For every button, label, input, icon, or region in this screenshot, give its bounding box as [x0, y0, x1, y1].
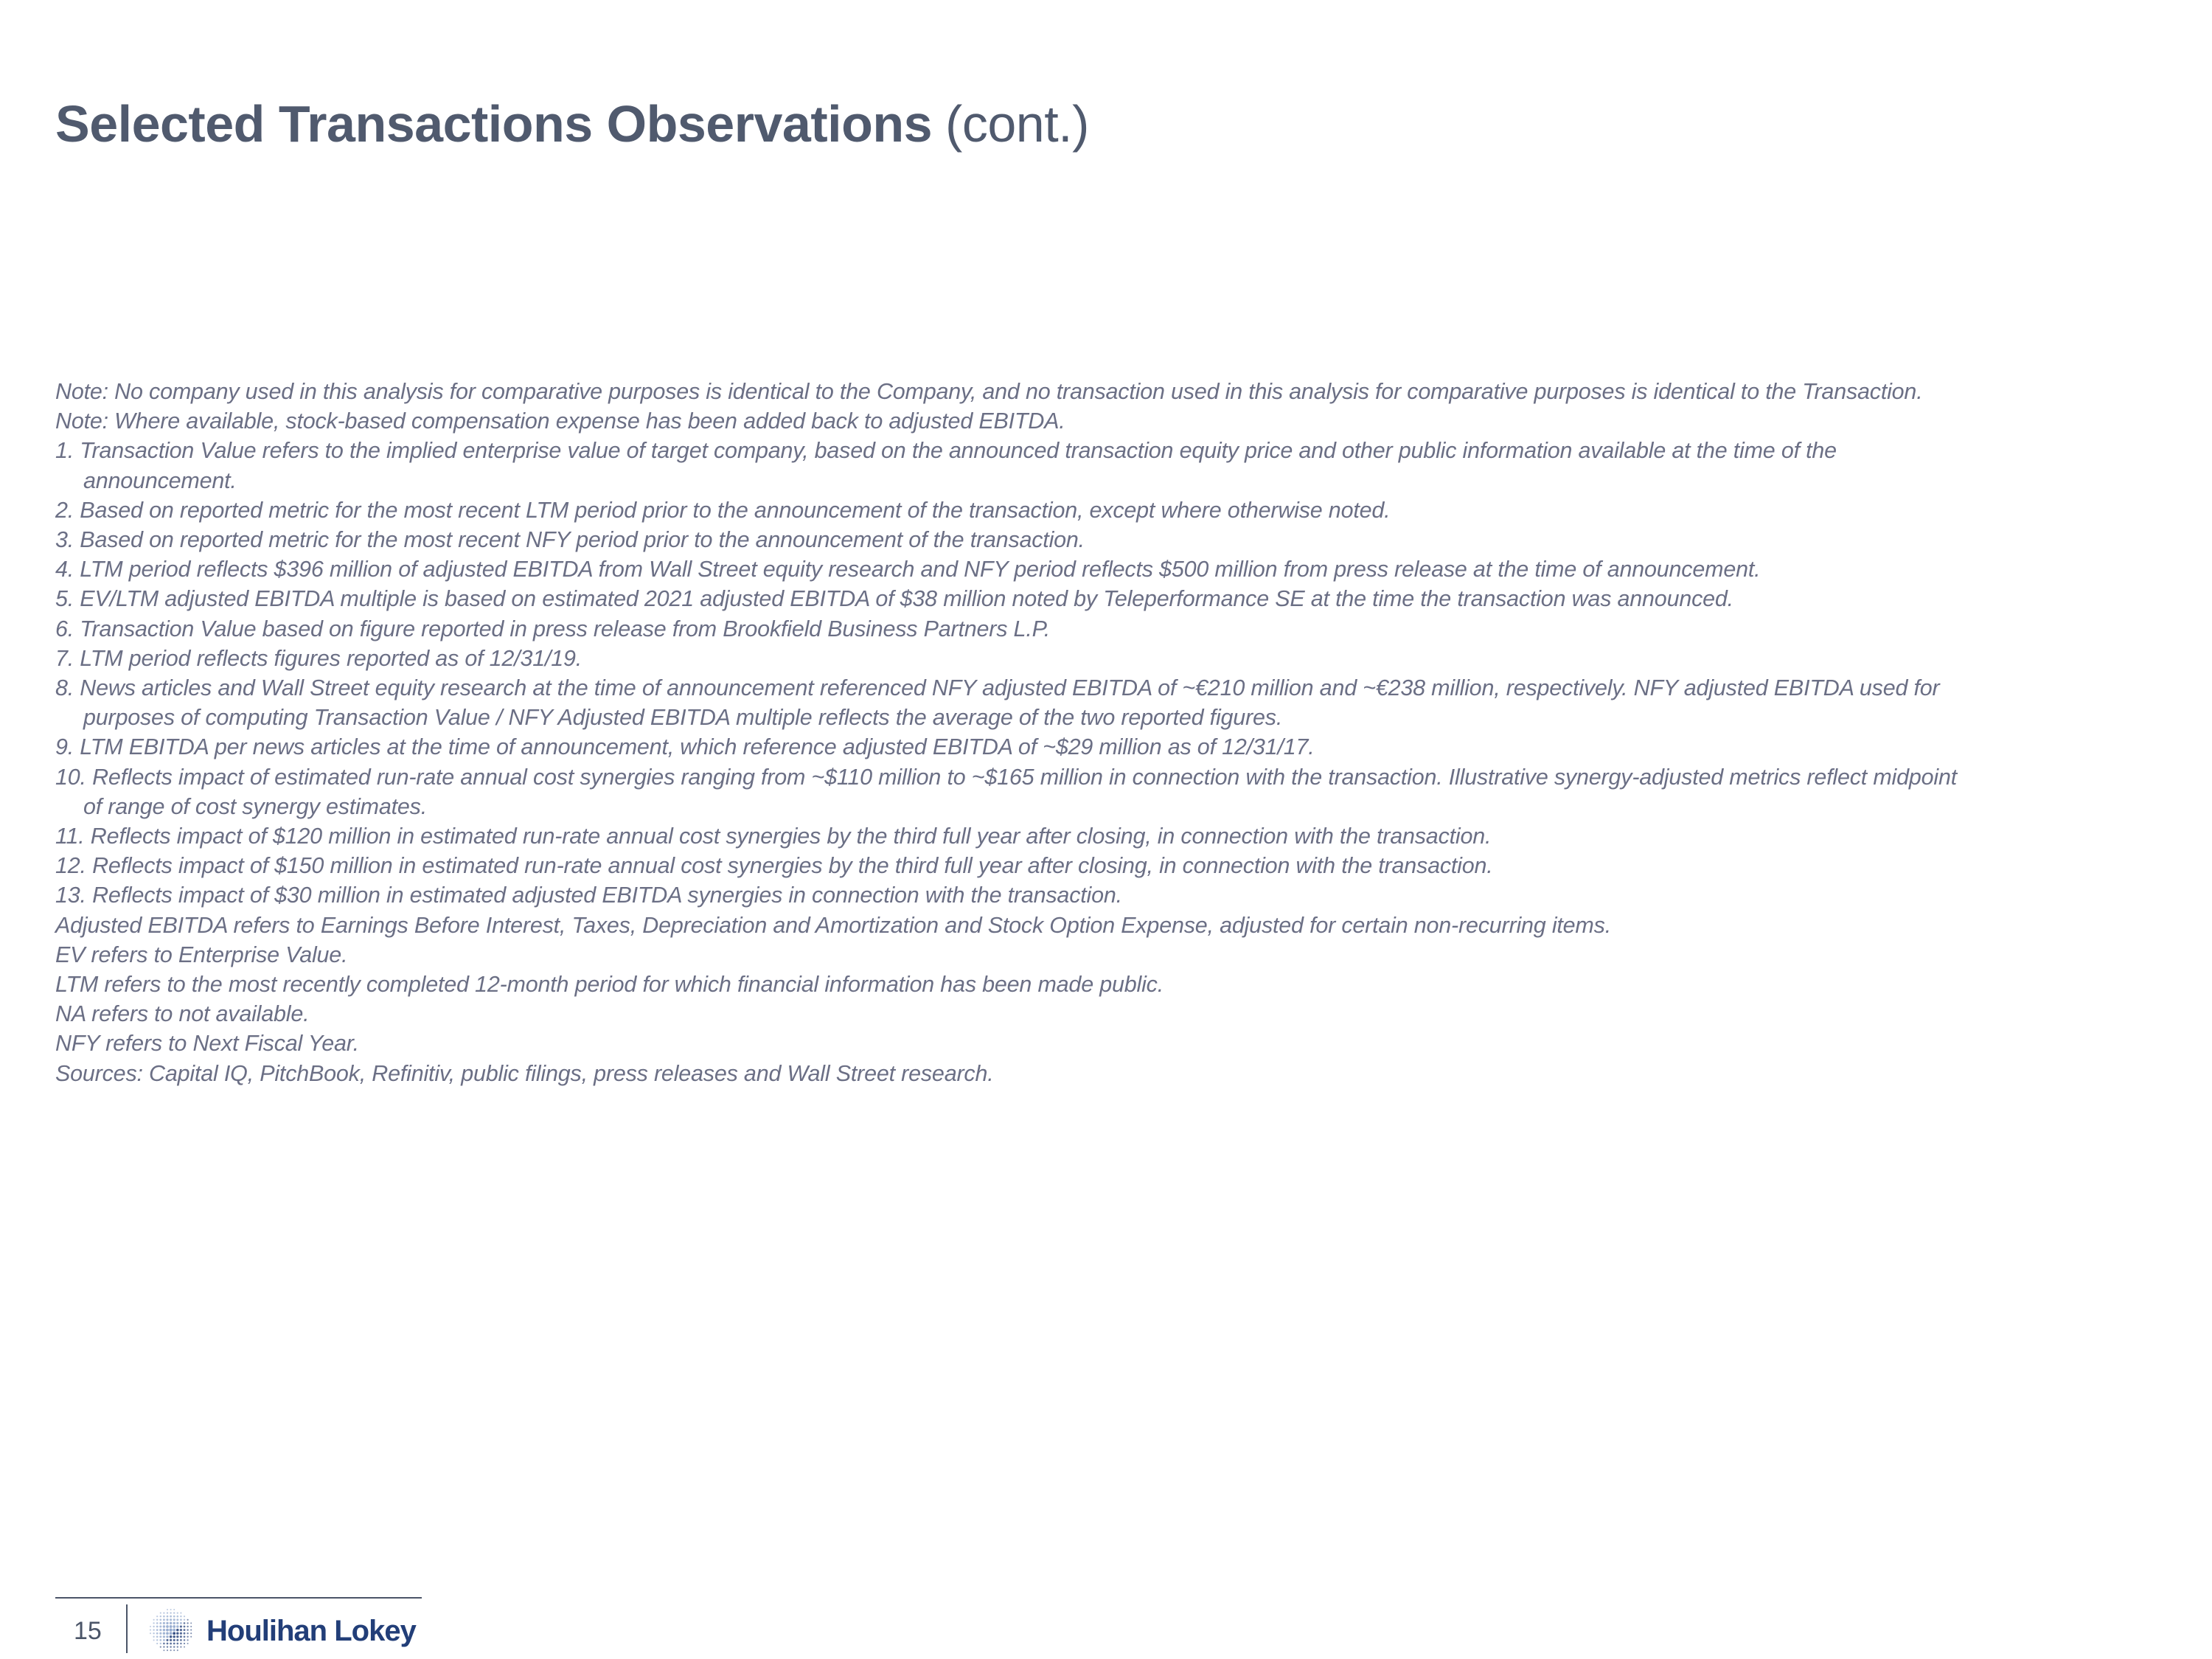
footnote-line: 2. Based on reported metric for the most recent LTM period prior to the announcement of the transaction, except where otherwise noted.: [55, 497, 1391, 523]
logo-text: Houlihan Lokey: [206, 1615, 416, 1647]
footnote-line: Note: Where available, stock-based compensation expense has been added back to adjusted EBITDA.: [55, 408, 1065, 434]
footnote-line: 11. Reflects impact of $120 million in estimated run-rate annual cost synergies by the third full year after closing, in connection with the transaction.: [55, 824, 1492, 849]
footnote-line: LTM refers to the most recently completed 12-month period for which financial information has been made public.: [55, 972, 1164, 998]
footnotes: [55, 377, 2194, 1088]
footnote-continuation: announcement.: [83, 467, 237, 493]
footnote-line: 10. Reflects impact of estimated run-rate annual cost synergies ranging from ~$110 million to ~$165 million in connection with the transaction. Illustrative synergy-adjusted metrics reflect midpoint: [55, 764, 1958, 790]
footnote-line: Note: No company used in this analysis for comparative purposes is identical to the Company, and no transaction used in this analysis for comparative purposes is identical to the Transaction.: [55, 379, 1923, 404]
page-title-main: Selected Transactions Observations: [55, 95, 933, 153]
footer-divider: [126, 1604, 128, 1653]
footnote-line: 7. LTM period reflects figures reported as of 12/31/19.: [55, 645, 582, 671]
footnote-line: Adjusted EBITDA refers to Earnings Before Interest, Taxes, Depreciation and Amortization and Stock Option Expense, adjusted for certain non-recurring items.: [55, 912, 1611, 938]
footnote-line: 3. Based on reported metric for the most recent NFY period prior to the announcement of the transaction.: [55, 527, 1085, 553]
footnote-line: EV refers to Enterprise Value.: [55, 942, 348, 967]
footnote-line: 5. EV/LTM adjusted EBITDA multiple is based on estimated 2021 adjusted EBITDA of $38 million noted by Teleperformance SE at the time the transaction was announced.: [55, 586, 1733, 612]
footnote-continuation: purposes of computing Transaction Value / NFY Adjusted EBITDA multiple reflects the average of the two reported figures.: [83, 705, 1283, 731]
company-logo: [148, 1607, 422, 1653]
footnote-line: 13. Reflects impact of $30 million in estimated adjusted EBITDA synergies in connection with the transaction.: [55, 883, 1122, 908]
footer-rule: [55, 1597, 422, 1599]
globe-icon: [148, 1607, 194, 1653]
footnote-line: Sources: Capital IQ, PitchBook, Refinitiv, public filings, press releases and Wall Street research.: [55, 1060, 994, 1086]
footnote-line: 8. News articles and Wall Street equity research at the time of announcement referenced NFY adjusted EBITDA of ~€210 million and ~€238 million, respectively. NFY adjusted EBITDA used for: [55, 675, 1940, 701]
footnote-line: NA refers to not available.: [55, 1001, 310, 1027]
page-number: 15: [74, 1617, 102, 1645]
footnote-line: 4. LTM period reflects $396 million of adjusted EBITDA from Wall Street equity research and NFY period reflects $500 million from press release at the time of announcement.: [55, 557, 1761, 582]
page-title: [55, 87, 1089, 161]
footnote-line: 12. Reflects impact of $150 million in estimated run-rate annual cost synergies by the third full year after closing, in connection with the transaction.: [55, 853, 1493, 879]
footnote-continuation: of range of cost synergy estimates.: [83, 793, 427, 819]
footnote-line: NFY refers to Next Fiscal Year.: [55, 1031, 359, 1057]
footnote-line: 1. Transaction Value refers to the implied enterprise value of target company, based on the announced transaction equity price and other public information available at the time of the: [55, 438, 1837, 464]
page-title-suffix: (cont.): [945, 95, 1089, 153]
footnote-line: 6. Transaction Value based on figure reported in press release from Brookfield Business Partners L.P.: [55, 616, 1051, 641]
footnote-line: 9. LTM EBITDA per news articles at the time of announcement, which reference adjusted EBITDA of ~$29 million as of 12/31/17.: [55, 734, 1315, 760]
